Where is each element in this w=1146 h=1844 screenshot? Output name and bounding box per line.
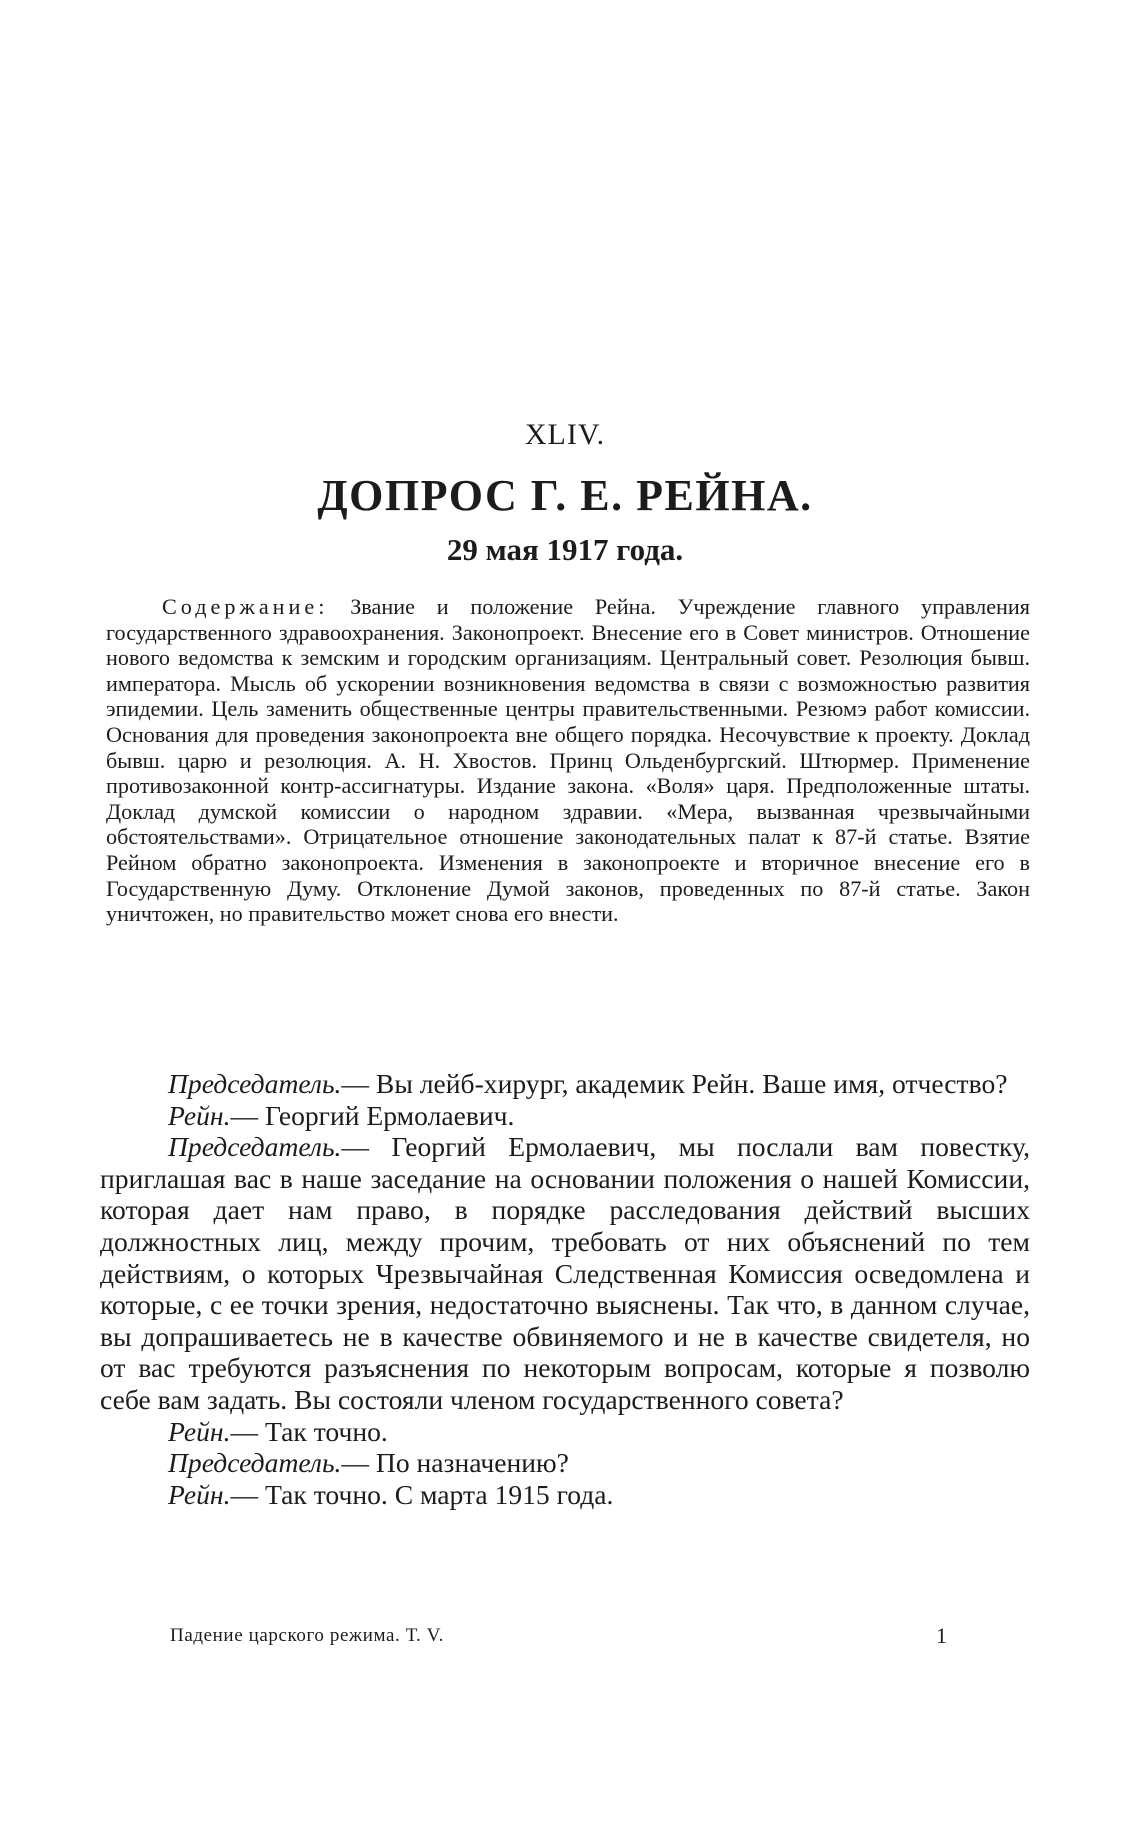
line-text: — Георгий Ермолаевич, мы послали вам повестку, приглашая вас в наше заседание на основании положения о нашей Комиссии, которая дает нам право, в порядке расследования действий высших должностных лиц, между прочим, требовать от них объяснений по тем действиям, о которых Чрезвычайная Следственная Комиссия осведомлена и которые, с ее точки зрения, недостаточно выяснены. Так что, в данном случае, вы допрашиваетесь не в качестве обвиняемого и не в качестве свидетеля, но от вас требуются разъяснения по некоторым вопросам, которые я позволю себе вам задать. Вы состояли членом государственного совета? bbox=[100, 1131, 1030, 1415]
line-text: — Вы лейб-хирург, академик Рейн. Ваше имя, отчество? bbox=[341, 1068, 1008, 1099]
page-number: 1 bbox=[936, 1623, 948, 1648]
summary-text: Звание и положение Рейна. Учреждение главного управления государственного здравоохранения. Законопроект. Внесение его в Совет министров. Отношение нового ведомства к земским и городским организациям. Центральный совет. Резолюция бывш. императора. Мысль об ускорении возникновения ведомства в связи с возможностью развития эпидемии. Цель заменить общественные центры правительственными. Резюмэ работ комиссии. Основания для проведения законопроекта вне общего порядка. Несочувствие к проекту. Доклад бывш. царю и резолюция. А. Н. Хвостов. Принц Ольденбургский. Штюрмер. Применение противозаконной контр-ассигнатуры. Издание закона. «Воля» царя. Предположенные штаты. Доклад думской комиссии о народном здравии. «Мера, вызванная чрезвычайными обстоятельствами». Отрицательное отношение законодательных палат к 87-й статье. Взятие Рейном обратно законопроекта. Изменения в законопроекте и вторичное внесение его в Государственную Думу. Отклонение Думой законов, проведенных по 87-й статье. Закон уничтожен, но правительство может снова его внести. bbox=[106, 594, 1030, 927]
contents-summary bbox=[106, 594, 1030, 927]
interrogation-dialogue bbox=[100, 1068, 1030, 1510]
line-text: — Георгий Ермолаевич. bbox=[230, 1099, 515, 1131]
line-text: — Так точно. С марта 1915 года. bbox=[230, 1478, 614, 1510]
dialogue-line bbox=[100, 1100, 1030, 1132]
line-text: — По назначению? bbox=[341, 1447, 569, 1479]
speaker-name: Рейн. bbox=[168, 1478, 231, 1510]
dialogue-line bbox=[100, 1068, 1030, 1100]
chapter-date: 29 мая 1917 года. bbox=[446, 532, 684, 567]
summary-label: Содержание: bbox=[162, 594, 329, 619]
speaker-name: Председатель. bbox=[168, 1068, 342, 1099]
chapter-title: ДОПРОС Г. Е. РЕЙНА. bbox=[317, 471, 813, 520]
speaker-name: Председатель. bbox=[168, 1447, 342, 1479]
series-title: Падение царского режима. Т. V. bbox=[170, 1625, 444, 1646]
dialogue-line bbox=[100, 1131, 1030, 1415]
speaker-name: Рейн. bbox=[168, 1099, 231, 1131]
speaker-name: Рейн. bbox=[168, 1415, 231, 1447]
dialogue-line bbox=[100, 1447, 1030, 1479]
dialogue-line bbox=[100, 1479, 1030, 1511]
chapter-number: XLIV. bbox=[524, 418, 606, 451]
line-text: — Так точно. bbox=[230, 1415, 388, 1447]
dialogue-line bbox=[100, 1416, 1030, 1448]
book-page bbox=[100, 0, 1030, 1844]
speaker-name: Председатель. bbox=[168, 1131, 342, 1163]
